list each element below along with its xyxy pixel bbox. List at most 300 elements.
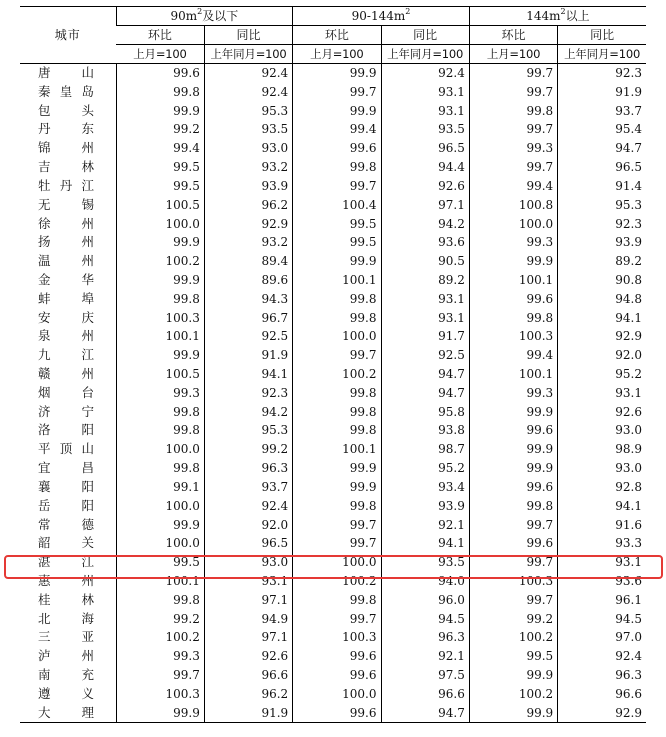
- value-cell: 92.3: [558, 64, 646, 83]
- city-name: 常德: [38, 516, 94, 532]
- value-cell: 100.0: [116, 215, 204, 234]
- value-cell: 100.1: [469, 271, 557, 290]
- table-row: [20, 327, 646, 346]
- city-cell: [20, 271, 116, 290]
- city-name: 大理: [38, 704, 94, 720]
- value-cell: 99.7: [469, 83, 557, 102]
- value-cell: 99.6: [293, 666, 381, 685]
- value-cell: 94.4: [381, 158, 469, 177]
- value-cell: 99.6: [293, 704, 381, 723]
- table-row: [20, 666, 646, 685]
- group-header-large: $144m^2$以上: [469, 7, 646, 26]
- value-cell: 96.1: [558, 591, 646, 610]
- value-cell: 93.2: [204, 233, 292, 252]
- value-cell: 93.7: [204, 478, 292, 497]
- table-row: [20, 403, 646, 422]
- value-cell: 99.5: [116, 158, 204, 177]
- value-cell: 92.8: [558, 478, 646, 497]
- value-cell: 93.9: [558, 233, 646, 252]
- value-cell: 99.8: [116, 290, 204, 309]
- value-cell: 99.9: [116, 102, 204, 121]
- value-cell: 93.3: [558, 534, 646, 553]
- value-cell: 91.9: [204, 346, 292, 365]
- value-cell: 99.8: [116, 83, 204, 102]
- value-cell: 92.5: [204, 327, 292, 346]
- value-cell: 99.9: [293, 459, 381, 478]
- value-cell: 93.9: [204, 177, 292, 196]
- city-cell: [20, 83, 116, 102]
- city-cell: [20, 534, 116, 553]
- value-cell: 100.1: [293, 271, 381, 290]
- city-name: 锦州: [38, 140, 94, 156]
- value-cell: 92.6: [204, 647, 292, 666]
- city-name: 秦皇岛: [38, 83, 94, 99]
- value-cell: 96.3: [204, 459, 292, 478]
- value-cell: 93.2: [204, 158, 292, 177]
- value-cell: 100.3: [469, 572, 557, 591]
- table-row: [20, 290, 646, 309]
- value-cell: 90.8: [558, 271, 646, 290]
- value-cell: 96.2: [204, 685, 292, 704]
- value-cell: 99.7: [293, 534, 381, 553]
- city-cell: [20, 290, 116, 309]
- table-row: [20, 628, 646, 647]
- table-row: [20, 252, 646, 271]
- value-cell: 92.1: [381, 516, 469, 535]
- value-cell: 100.1: [116, 327, 204, 346]
- city-name: 金华: [38, 271, 94, 287]
- value-cell: 99.2: [469, 610, 557, 629]
- city-name: 惠州: [38, 572, 94, 588]
- city-cell: [20, 572, 116, 591]
- value-cell: 94.2: [381, 215, 469, 234]
- value-cell: 99.8: [293, 497, 381, 516]
- value-cell: 96.6: [381, 685, 469, 704]
- city-name: 襄阳: [38, 478, 94, 494]
- table-body: [20, 64, 646, 723]
- value-cell: 100.3: [116, 685, 204, 704]
- value-cell: 91.9: [204, 704, 292, 723]
- value-cell: 92.0: [558, 346, 646, 365]
- city-cell: [20, 177, 116, 196]
- table-row: [20, 233, 646, 252]
- value-cell: 92.4: [204, 497, 292, 516]
- value-cell: 92.9: [204, 215, 292, 234]
- value-cell: 94.0: [381, 572, 469, 591]
- sub-header-yoy: 同比: [381, 26, 469, 45]
- value-cell: 100.2: [469, 685, 557, 704]
- city-name: 无锡: [38, 196, 94, 212]
- value-cell: 100.0: [469, 215, 557, 234]
- value-cell: 94.1: [558, 309, 646, 328]
- table-row: [20, 309, 646, 328]
- value-cell: 99.9: [293, 252, 381, 271]
- value-cell: 99.3: [116, 647, 204, 666]
- value-cell: 93.1: [381, 83, 469, 102]
- table-row: [20, 384, 646, 403]
- table-row: [20, 365, 646, 384]
- value-cell: 99.9: [469, 403, 557, 422]
- value-cell: 94.5: [381, 610, 469, 629]
- sub-header-mom: 环比: [116, 26, 204, 45]
- value-cell: 92.9: [558, 704, 646, 723]
- city-name: 平顶山: [38, 441, 94, 457]
- table-row: [20, 271, 646, 290]
- city-name: 湛江: [38, 554, 94, 570]
- city-name: 济宁: [38, 403, 94, 419]
- table-row: [20, 553, 646, 572]
- group-header-medium: $90-144m^2$: [293, 7, 470, 26]
- value-cell: 95.2: [381, 459, 469, 478]
- table-row: [20, 158, 646, 177]
- value-cell: 99.7: [469, 158, 557, 177]
- city-cell: [20, 647, 116, 666]
- value-cell: 94.7: [381, 704, 469, 723]
- value-cell: 91.4: [558, 177, 646, 196]
- value-cell: 91.6: [558, 516, 646, 535]
- value-cell: 95.4: [558, 120, 646, 139]
- value-cell: 100.0: [293, 553, 381, 572]
- value-cell: 95.2: [558, 365, 646, 384]
- price-index-table: [20, 6, 646, 723]
- city-name: 桂林: [38, 591, 94, 607]
- table-row: [20, 704, 646, 723]
- city-cell: [20, 666, 116, 685]
- city-name: 蚌埠: [38, 290, 94, 306]
- value-cell: 99.3: [469, 139, 557, 158]
- table-header: [20, 7, 646, 64]
- value-cell: 99.9: [469, 252, 557, 271]
- base-header-same-month-last-year: 上年同月=100: [381, 45, 469, 64]
- value-cell: 96.3: [381, 628, 469, 647]
- value-cell: 97.1: [204, 591, 292, 610]
- city-name: 吉林: [38, 159, 94, 175]
- table-row: [20, 215, 646, 234]
- value-cell: 99.8: [116, 459, 204, 478]
- value-cell: 99.8: [116, 403, 204, 422]
- value-cell: 100.0: [116, 497, 204, 516]
- value-cell: 93.9: [381, 497, 469, 516]
- value-cell: 99.8: [293, 421, 381, 440]
- table-row: [20, 83, 646, 102]
- value-cell: 99.6: [469, 421, 557, 440]
- sub-header-mom: 环比: [469, 26, 557, 45]
- table-row: [20, 102, 646, 121]
- value-cell: 100.1: [293, 440, 381, 459]
- value-cell: 100.5: [116, 365, 204, 384]
- table-row: [20, 591, 646, 610]
- city-cell: [20, 158, 116, 177]
- value-cell: 94.1: [381, 534, 469, 553]
- value-cell: 99.5: [116, 177, 204, 196]
- value-cell: 99.7: [469, 64, 557, 83]
- value-cell: 93.5: [381, 120, 469, 139]
- base-header-same-month-last-year: 上年同月=100: [558, 45, 646, 64]
- value-cell: 96.7: [204, 309, 292, 328]
- table-row: [20, 534, 646, 553]
- value-cell: 96.5: [381, 139, 469, 158]
- city-cell: [20, 196, 116, 215]
- value-cell: 100.3: [469, 327, 557, 346]
- value-cell: 92.9: [558, 327, 646, 346]
- city-cell: [20, 233, 116, 252]
- table-row: [20, 610, 646, 629]
- value-cell: 99.5: [293, 215, 381, 234]
- city-cell: [20, 102, 116, 121]
- city-name: 南充: [38, 667, 94, 682]
- value-cell: 100.2: [116, 628, 204, 647]
- value-cell: 99.9: [116, 516, 204, 535]
- value-cell: 99.9: [293, 102, 381, 121]
- value-cell: 98.7: [381, 440, 469, 459]
- value-cell: 97.1: [381, 196, 469, 215]
- value-cell: 99.7: [293, 610, 381, 629]
- base-header-same-month-last-year: 上年同月=100: [204, 45, 292, 64]
- value-cell: 100.3: [116, 309, 204, 328]
- value-cell: 99.9: [116, 233, 204, 252]
- value-cell: 99.7: [469, 553, 557, 572]
- value-cell: 100.8: [469, 196, 557, 215]
- city-name: 扬州: [38, 234, 94, 250]
- base-header-last-month: 上月=100: [469, 45, 557, 64]
- city-cell: [20, 252, 116, 271]
- city-name: 烟台: [38, 384, 94, 400]
- value-cell: 100.0: [116, 440, 204, 459]
- value-cell: 99.8: [293, 158, 381, 177]
- table-row: [20, 440, 646, 459]
- city-cell: [20, 421, 116, 440]
- value-cell: 100.0: [116, 534, 204, 553]
- value-cell: 94.7: [381, 384, 469, 403]
- value-cell: 99.8: [293, 403, 381, 422]
- value-cell: 93.5: [381, 553, 469, 572]
- value-cell: 99.3: [469, 384, 557, 403]
- value-cell: 92.6: [381, 177, 469, 196]
- table-row: [20, 516, 646, 535]
- value-cell: 99.5: [116, 553, 204, 572]
- value-cell: 97.1: [204, 628, 292, 647]
- value-cell: 92.4: [204, 83, 292, 102]
- sub-header-mom: 环比: [293, 26, 381, 45]
- value-cell: 100.2: [116, 252, 204, 271]
- value-cell: 99.5: [469, 647, 557, 666]
- value-cell: 99.3: [116, 384, 204, 403]
- value-cell: 93.5: [204, 120, 292, 139]
- value-cell: 94.3: [204, 290, 292, 309]
- value-cell: 92.4: [381, 64, 469, 83]
- value-cell: 96.6: [204, 666, 292, 685]
- value-cell: 93.6: [381, 233, 469, 252]
- value-cell: 94.7: [558, 139, 646, 158]
- value-cell: 99.9: [116, 271, 204, 290]
- value-cell: 98.9: [558, 440, 646, 459]
- value-cell: 100.5: [116, 196, 204, 215]
- city-cell: [20, 440, 116, 459]
- value-cell: 99.8: [469, 497, 557, 516]
- city-cell: [20, 591, 116, 610]
- table-row: [20, 647, 646, 666]
- city-cell: [20, 516, 116, 535]
- table-row: [20, 685, 646, 704]
- city-name: 洛阳: [38, 422, 94, 438]
- city-name: 泸州: [38, 648, 94, 664]
- value-cell: 99.4: [116, 139, 204, 158]
- value-cell: 94.7: [381, 365, 469, 384]
- value-cell: 95.3: [558, 196, 646, 215]
- value-cell: 92.4: [204, 64, 292, 83]
- city-name: 泉州: [38, 328, 94, 344]
- value-cell: 94.2: [204, 403, 292, 422]
- city-cell: [20, 553, 116, 572]
- city-name: 丹东: [38, 121, 94, 137]
- value-cell: 99.6: [469, 478, 557, 497]
- city-name: 唐山: [38, 65, 94, 80]
- value-cell: 99.3: [469, 233, 557, 252]
- value-cell: 90.5: [381, 252, 469, 271]
- city-column-header: 城市: [20, 7, 116, 64]
- sub-header-yoy: 同比: [204, 26, 292, 45]
- city-name: 赣州: [38, 366, 94, 381]
- city-name: 九江: [38, 347, 94, 363]
- value-cell: 99.4: [469, 177, 557, 196]
- value-cell: 99.9: [469, 459, 557, 478]
- value-cell: 93.1: [558, 553, 646, 572]
- city-cell: [20, 628, 116, 647]
- city-name: 包头: [38, 102, 94, 118]
- value-cell: 100.1: [116, 572, 204, 591]
- value-cell: 92.4: [558, 647, 646, 666]
- city-cell: [20, 327, 116, 346]
- value-cell: 92.3: [558, 215, 646, 234]
- value-cell: 99.2: [204, 440, 292, 459]
- value-cell: 99.7: [116, 666, 204, 685]
- price-index-table-container: [20, 6, 646, 723]
- value-cell: 100.1: [469, 365, 557, 384]
- group-header-small: $90m^2$及以下: [116, 7, 293, 26]
- value-cell: 91.9: [558, 83, 646, 102]
- value-cell: 92.3: [204, 384, 292, 403]
- sub-header-yoy: 同比: [558, 26, 646, 45]
- value-cell: 95.3: [204, 102, 292, 121]
- table-row: [20, 120, 646, 139]
- city-name: 三亚: [38, 629, 94, 645]
- city-name: 徐州: [38, 215, 94, 231]
- base-header-last-month: 上月=100: [293, 45, 381, 64]
- city-cell: [20, 309, 116, 328]
- value-cell: 99.4: [469, 346, 557, 365]
- value-cell: 99.7: [469, 516, 557, 535]
- city-name: 韶关: [38, 535, 94, 551]
- value-cell: 93.0: [204, 553, 292, 572]
- value-cell: 99.8: [293, 290, 381, 309]
- value-cell: 99.9: [469, 440, 557, 459]
- value-cell: 99.2: [116, 610, 204, 629]
- city-cell: [20, 384, 116, 403]
- value-cell: 93.1: [381, 290, 469, 309]
- value-cell: 99.9: [293, 64, 381, 83]
- city-name: 温州: [38, 253, 94, 269]
- table-row: [20, 572, 646, 591]
- city-cell: [20, 610, 116, 629]
- table-row: [20, 177, 646, 196]
- value-cell: 93.1: [381, 102, 469, 121]
- city-cell: [20, 497, 116, 516]
- value-cell: 92.5: [381, 346, 469, 365]
- value-cell: 99.7: [293, 516, 381, 535]
- city-cell: [20, 403, 116, 422]
- value-cell: 99.8: [293, 309, 381, 328]
- table-row: [20, 196, 646, 215]
- value-cell: 99.6: [469, 290, 557, 309]
- city-cell: [20, 64, 116, 83]
- value-cell: 95.8: [381, 403, 469, 422]
- value-cell: 94.1: [204, 365, 292, 384]
- value-cell: 99.1: [116, 478, 204, 497]
- value-cell: 93.1: [558, 384, 646, 403]
- value-cell: 100.0: [293, 685, 381, 704]
- value-cell: 92.6: [558, 403, 646, 422]
- value-cell: 99.8: [293, 384, 381, 403]
- value-cell: 99.7: [469, 120, 557, 139]
- value-cell: 99.6: [116, 64, 204, 83]
- value-cell: 99.8: [116, 591, 204, 610]
- value-cell: 94.8: [558, 290, 646, 309]
- base-header-last-month: 上月=100: [116, 45, 204, 64]
- value-cell: 100.2: [293, 572, 381, 591]
- city-name: 岳阳: [38, 497, 94, 513]
- value-cell: 93.7: [558, 102, 646, 121]
- value-cell: 100.4: [293, 196, 381, 215]
- city-name: 安庆: [38, 309, 94, 325]
- value-cell: 99.9: [293, 478, 381, 497]
- value-cell: 96.5: [204, 534, 292, 553]
- table-row: [20, 459, 646, 478]
- value-cell: 99.8: [293, 591, 381, 610]
- table-row: [20, 64, 646, 83]
- city-cell: [20, 685, 116, 704]
- value-cell: 100.0: [293, 327, 381, 346]
- city-cell: [20, 704, 116, 723]
- value-cell: 96.2: [204, 196, 292, 215]
- value-cell: 99.7: [293, 346, 381, 365]
- city-cell: [20, 478, 116, 497]
- value-cell: 93.0: [558, 459, 646, 478]
- value-cell: 96.0: [381, 591, 469, 610]
- value-cell: 99.6: [469, 534, 557, 553]
- city-name: 北海: [38, 610, 94, 626]
- city-cell: [20, 215, 116, 234]
- city-cell: [20, 120, 116, 139]
- value-cell: 100.3: [293, 628, 381, 647]
- value-cell: 99.7: [293, 177, 381, 196]
- value-cell: 97.5: [381, 666, 469, 685]
- value-cell: 99.4: [293, 120, 381, 139]
- value-cell: 99.9: [116, 346, 204, 365]
- value-cell: 96.5: [558, 158, 646, 177]
- value-cell: 99.9: [469, 666, 557, 685]
- value-cell: 99.5: [293, 233, 381, 252]
- value-cell: 93.1: [381, 309, 469, 328]
- value-cell: 93.1: [204, 572, 292, 591]
- value-cell: 99.7: [293, 83, 381, 102]
- value-cell: 99.2: [116, 120, 204, 139]
- value-cell: 92.0: [204, 516, 292, 535]
- table-row: [20, 478, 646, 497]
- value-cell: 91.7: [381, 327, 469, 346]
- value-cell: 93.4: [381, 478, 469, 497]
- value-cell: 89.2: [558, 252, 646, 271]
- value-cell: 99.7: [469, 591, 557, 610]
